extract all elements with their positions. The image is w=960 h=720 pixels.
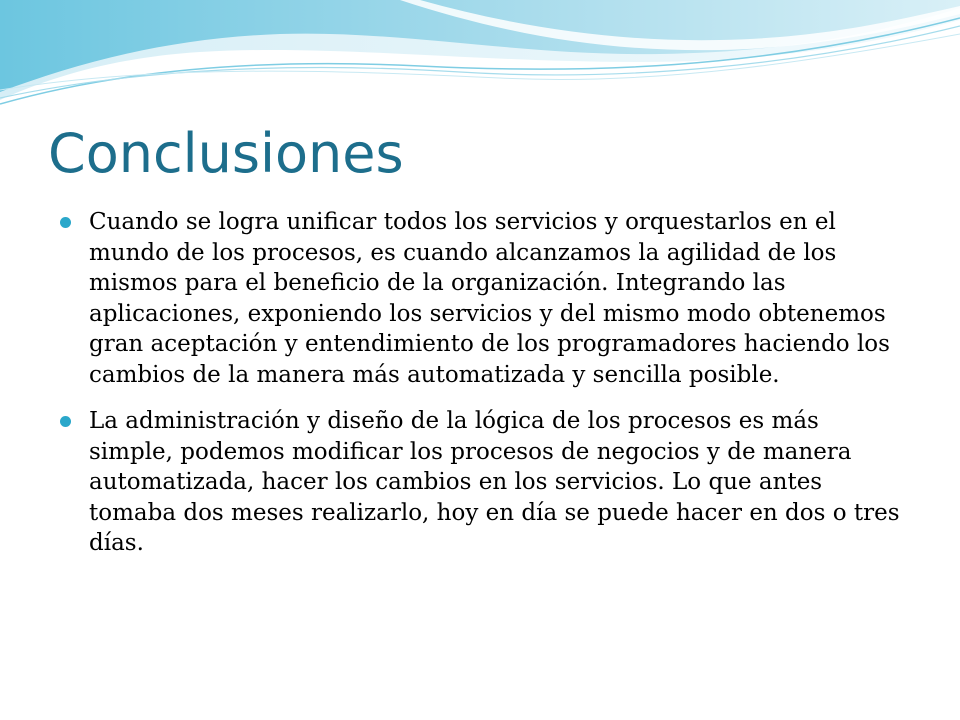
slide-title: Conclusiones (48, 122, 404, 185)
bullet-list (60, 207, 908, 575)
bullet-dot-icon (60, 217, 71, 228)
bullet-text: La administración y diseño de la lógica de los procesos es más simple, podemos modificar los procesos de negocios y de manera automatizada, hacer los cambios en los servicios. Lo que antes tomaba dos meses realizarlo, hoy en día se puede hacer en dos o tres días. (89, 408, 900, 556)
bullet-text: Cuando se logra unificar todos los servicios y orquestarlos en el mundo de los procesos, es cuando alcanzamos la agilidad de los mismos para el beneficio de la organización. Integrando las aplicaciones, exponiendo los servicios y del mismo modo obtenemos gran aceptación y entendimiento de los programadores haciendo los cambios de la manera más automatizada y sencilla posible. (89, 209, 890, 388)
wave-header-decoration (0, 0, 960, 120)
bullet-dot-icon (60, 416, 71, 427)
bullet-item (60, 406, 908, 559)
bullet-item (60, 207, 908, 390)
